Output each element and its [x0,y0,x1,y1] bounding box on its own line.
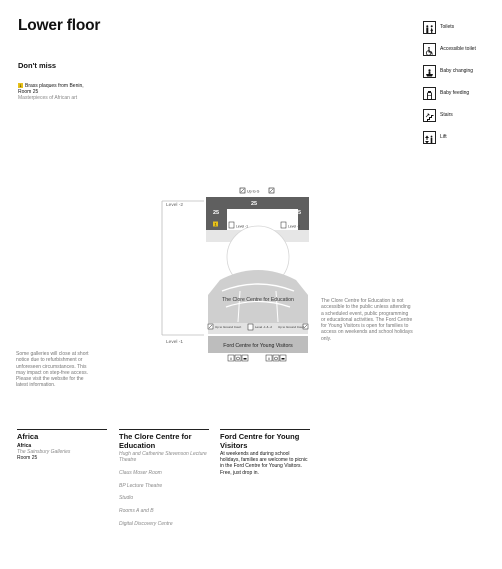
svg-text:ii: ii [230,356,232,361]
room-25-label: 25 [250,201,258,207]
list-item: Claus Moser Room [119,469,162,476]
list-item: Studio [119,495,134,502]
divider [220,429,310,430]
list-item: BP Lecture Theatre [119,482,163,489]
legend-accessible-toilet [423,43,493,65]
level-center-label: Level -1 & -2 [255,325,273,329]
accessible-toilet-icon [423,43,436,56]
lift-label-left: Level -1 [236,224,249,229]
legend-label: Baby feeding [440,90,470,96]
level-minus2-label: Level -2 [166,203,184,208]
legend-toilets [423,21,493,43]
list-item: Digital Discovery Centre [119,520,173,527]
clore-lecture-theatre: Hugh and Catherine Stevenson Lecture Theatre [119,451,207,464]
dont-miss-heading: Don't miss [18,61,57,70]
facility-icons-right [266,355,286,361]
level-minus1-label: Level -1 [166,340,184,345]
highlight-marker-number: 1 [214,222,217,227]
floor-plan-map [160,185,320,365]
baby-changing-icon [423,65,436,78]
divider [17,429,107,430]
africa-room: Room 25 [17,454,38,461]
clore-room-list [119,470,209,527]
clore-centre-label: The Clore Centre for Education [222,297,294,303]
up-to-ground-left: Up to Ground Court [215,325,242,329]
clore-access-note: The Clore Centre for Education is not accessible to the public unless attending a scheduled event, public programming or educational activities. The Ford Centre for Young Visitors is open for families to access on weekends and school holidays only. [321,298,413,342]
page-title: Lower floor [18,17,101,34]
ford-centre-label: Ford Centre for Young Visitors [223,343,293,349]
dont-miss-item-room: Room 25 [18,89,39,96]
lift-icon [423,131,436,144]
dont-miss-item-gallery: Masterpieces of African art [18,95,78,102]
facility-icons-left [228,355,248,361]
legend-stairs [423,109,493,131]
stairs-icon [423,109,436,122]
ford-description: At weekends and during school holidays, families are welcome to picnic in the Ford Centre for Young Visitors. Free, just drop in. [220,451,308,476]
up-to-ground-right: Up to Ground Court [278,325,305,329]
legend-label: Stairs [440,112,453,118]
lift-icon [248,324,253,330]
highlight-badge: 1 [19,83,22,89]
ford-heading: Ford Centre for Young Visitors [220,432,300,450]
lift-icon [229,222,234,228]
divider [119,429,209,430]
up-to-ground-label: Up to G [247,189,260,194]
legend-lift [423,131,493,153]
lift-icon [281,222,286,228]
room-25-left-label: 25 [212,210,220,216]
legend-label: Lift [440,134,447,140]
baby-feeding-icon [423,87,436,100]
lift-label-right: Level -1 [288,224,301,229]
africa-heading: Africa [17,432,39,441]
legend-baby-feeding [423,87,493,109]
africa-column [17,429,107,461]
toilets-icon [423,21,436,34]
legend-baby-changing [423,65,493,87]
dont-miss-item-title: Brass plaques from Benin, [25,83,84,89]
clore-heading: The Clore Centre for Education [119,432,192,450]
legend-label: Toilets [440,24,455,30]
legend-label: Accessible toilet [440,46,476,52]
gallery-closure-note: Some galleries will close at short notice due to refurbishment or unforeseen circumstances. This may impact on step-free access. Please visit the website for the latest information. [16,351,89,389]
svg-text:ii: ii [268,356,270,361]
dont-miss-item[interactable] [18,83,108,102]
clore-column [119,429,209,527]
africa-subheading: Africa [17,442,32,449]
ford-column [220,429,310,476]
list-item: Rooms A and B [119,508,154,515]
africa-gallery-name: The Sainsbury Galleries [17,448,71,455]
map-legend [423,21,493,153]
legend-label: Baby changing [440,68,474,74]
room-25-right-label: 25 [294,210,302,216]
